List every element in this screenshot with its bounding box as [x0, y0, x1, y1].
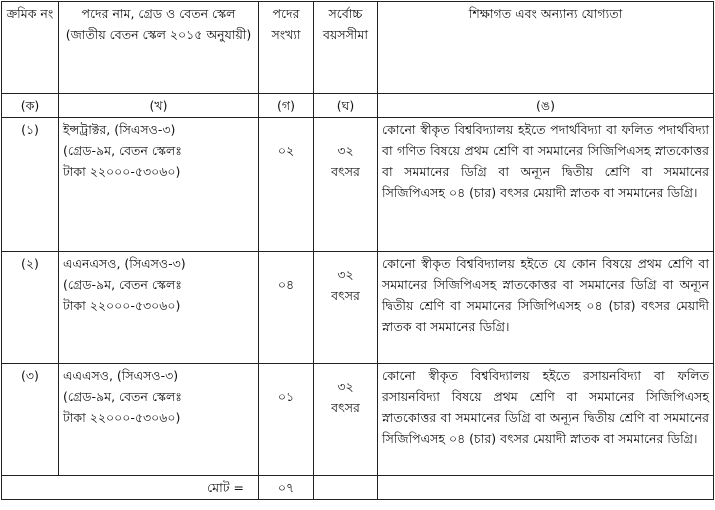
- post-grade: (গ্রেড-৯ম, বেতন স্কেলঃ: [63, 143, 182, 158]
- post-title: এএনএসও, (সিএসও-৩): [63, 256, 186, 271]
- row-age: ৩২ বৎসর: [314, 364, 378, 476]
- post-scale: টাকা ২২০০০-৫৩০৬০): [63, 164, 181, 179]
- header-qualification: শিক্ষাগত এবং অন্যান্য যোগ্যতা: [378, 2, 714, 94]
- header-post-name: [59, 2, 259, 94]
- total-spacer: [2, 476, 59, 500]
- table-header-row: [2, 2, 714, 94]
- row-count: ০২: [259, 118, 314, 252]
- column-label: (ঘ): [314, 94, 378, 118]
- post-title: ইন্সট্রাক্টর, (সিএসও-৩): [63, 122, 176, 137]
- row-age: ৩২ বৎসর: [314, 118, 378, 252]
- row-count: ০৪: [259, 252, 314, 364]
- row-serial: (২): [2, 252, 59, 364]
- row-qualification: কোনো স্বীকৃত বিশ্ববিদ্যালয় হইতে রসায়নবিদ্যা বা ফলিত রসায়নবিদ্যা বিষয়ে প্রথম শ্রেণি বা সমমানের সিজিপিএসহ স্নাতকোত্তর বা সমমানের ডিগ্রি বা অন্যূন দ্বিতীয় শ্রেণি বা সমমানের সিজিপিএসহ ০৪ (চার) বৎসর মেয়াদী স্নাতক বা সমমানের ডিগ্রি।: [378, 364, 714, 476]
- column-label: (ঙ): [378, 94, 714, 118]
- total-blank-age: [314, 476, 378, 500]
- post-grade: (গ্রেড-৯ম, বেতন স্কেলঃ: [63, 277, 182, 292]
- table-row: [2, 118, 714, 252]
- post-scale: টাকা ২২০০০-৫৩০৬০): [63, 410, 181, 425]
- post-grade: (গ্রেড-৯ম, বেতন স্কেলঃ: [63, 389, 182, 404]
- total-blank-qualification: [378, 476, 714, 500]
- row-post: [59, 118, 259, 252]
- row-qualification: কোনো স্বীকৃত বিশ্ববিদ্যালয় হইতে পদার্থবিদ্যা বা ফলিত পদার্থবিদ্যা বা গণিত বিষয়ে প্রথম শ্রেণি বা সমমানের সিজিপিএসহ স্নাতকোত্তর বা সমমানের ডিগ্রি বা অন্যূন দ্বিতীয় শ্রেণি বা সমমানের সিজিপিএসহ ০৪ (চার) বৎসর মেয়াদী স্নাতক বা সমমানের ডিগ্রি।: [378, 118, 714, 252]
- header-serial: ক্রমিক নং: [2, 2, 59, 94]
- header-post-name-label: পদের নাম, গ্রেড ও বেতন স্কেল: [81, 6, 236, 21]
- post-scale: টাকা ২২০০০-৫৩০৬০): [63, 298, 181, 313]
- row-serial: (১): [2, 118, 59, 252]
- table-row: [2, 252, 714, 364]
- header-post-name-note: (জাতীয় বেতন স্কেল ২০১৫ অনুযায়ী): [65, 27, 252, 42]
- total-label: মোট =: [59, 476, 259, 500]
- column-label-row: [2, 94, 714, 118]
- header-max-age: সর্বোচ্চ বয়সসীমা: [314, 2, 378, 94]
- row-post: [59, 252, 259, 364]
- row-serial: (৩): [2, 364, 59, 476]
- column-label: (গ): [259, 94, 314, 118]
- row-post: [59, 364, 259, 476]
- row-qualification: কোনো স্বীকৃত বিশ্ববিদ্যালয় হইতে যে কোন বিষয়ে প্রথম শ্রেণি বা সমমানের সিজিপিএসহ স্নাতকোত্তর বা সমমানের ডিগ্রি বা অন্যূন দ্বিতীয় শ্রেণি বা সমমানের সিজিপিএসহ ০৪ (চার) বৎসর মেয়াদী স্নাতক বা সমমানের ডিগ্রি।: [378, 252, 714, 364]
- column-label: (ক): [2, 94, 59, 118]
- header-count: পদের সংখ্যা: [259, 2, 314, 94]
- row-age: ৩২ বৎসর: [314, 252, 378, 364]
- row-count: ০১: [259, 364, 314, 476]
- total-value: ০৭: [259, 476, 314, 500]
- table-row: [2, 364, 714, 476]
- post-title: এএএসও, (সিএসও-৩): [63, 368, 179, 383]
- vacancy-table: [1, 1, 714, 500]
- total-row: [2, 476, 714, 500]
- column-label: (খ): [59, 94, 259, 118]
